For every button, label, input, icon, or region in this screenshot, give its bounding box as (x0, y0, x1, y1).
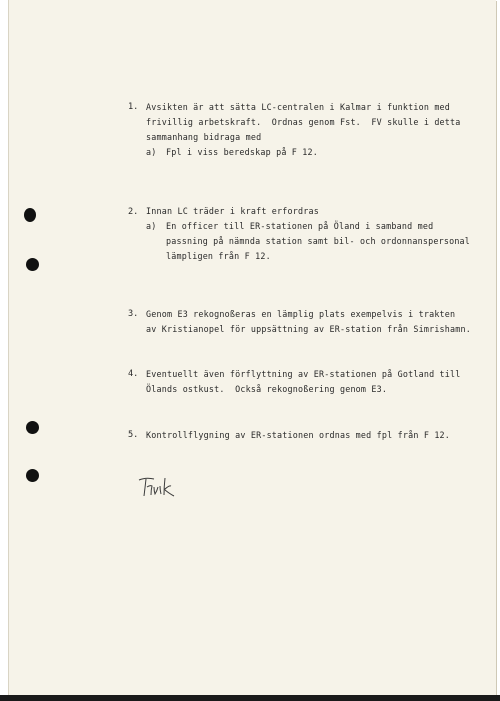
item-text-line: Genom E3 rekognoßeras en lämplig plats exempelvis i trakten (146, 309, 456, 319)
punch-hole (26, 421, 39, 434)
sub-item-label: a) (146, 147, 157, 157)
sub-item-text-line: En officer till ER-stationen på Öland i samband med (166, 221, 434, 231)
item-number: 2. (128, 207, 139, 217)
item-text-line: Ölands ostkust. Också rekognoßering genom E3. (146, 384, 388, 394)
item-text-line: Kontrollflygning av ER-stationen ordnas med fpl från F 12. (146, 430, 451, 440)
sub-item-text-line: passning på nämnda station samt bil- och ordonnanspersonal (166, 236, 471, 246)
punch-hole (24, 208, 36, 222)
item-text-line: av Kristianopel för uppsättning av ER-station från Simrishamn. (146, 324, 472, 334)
item-number: 3. (128, 309, 139, 319)
item-number: 5. (128, 430, 139, 440)
item-number: 1. (128, 102, 139, 112)
punch-hole (26, 258, 39, 271)
sub-item-label: a) (146, 221, 157, 231)
item-text-line: sammanhang bidraga med (146, 132, 262, 142)
sub-item-text-line: lämpligen från F 12. (166, 251, 271, 261)
handwritten-signature (137, 475, 181, 501)
item-text-line: Eventuellt även förflyttning av ER-stationen på Gotland till (146, 369, 461, 379)
item-text-line: Innan LC träder i kraft erfordras (146, 206, 319, 216)
item-number: 4. (128, 369, 139, 379)
punch-hole (26, 469, 39, 482)
item-text-line: frivillig arbetskraft. Ordnas genom Fst. FV skulle i detta (146, 117, 461, 127)
scan-bottom-edge (0, 695, 500, 701)
item-text-line: Avsikten är att sätta LC-centralen i Kalmar i funktion med (146, 102, 451, 112)
sub-item-text-line: Fpl i viss beredskap på F 12. (166, 147, 319, 157)
